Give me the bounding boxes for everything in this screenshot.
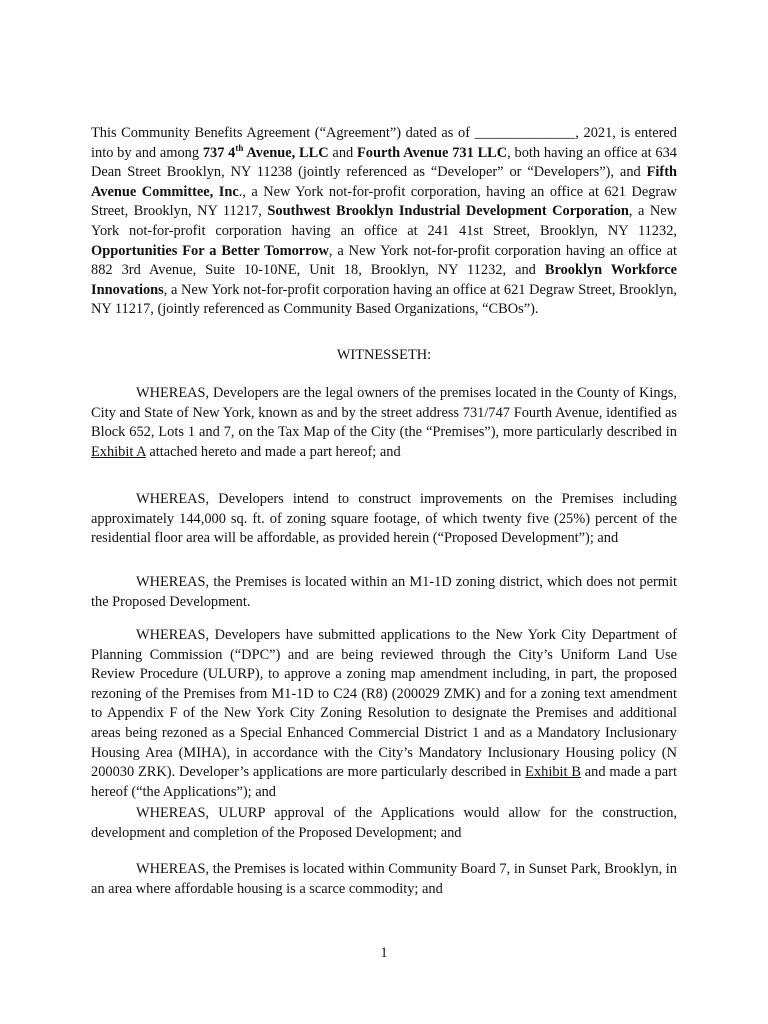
party-fourth-avenue-731: Fourth Avenue 731 LLC xyxy=(356,144,508,161)
party-sbidc: Southwest Brooklyn Industrial Development Corporation xyxy=(267,203,629,220)
exhibit-a-link[interactable]: Exhibit A xyxy=(91,443,146,460)
witnesseth-heading: WITNESSETH: xyxy=(336,347,432,363)
intro-text-5: , a New York not-for-profit corporation having an office at 241 41st Street, Brooklyn, NY 11232, xyxy=(91,203,678,239)
whereas-paragraph-2: WHEREAS, Developers intend to construct improvements on the Premises including approximately 144,000 sq. ft. of zoning square footage, of which twenty five (25%) percent of the residential floor area will be affordable, as provided herein (“Proposed Development”); and xyxy=(91,491,677,547)
party-obt: Opportunities For a Better Tomorrow xyxy=(91,242,329,259)
page-number: 1 xyxy=(380,945,388,961)
intro-paragraph xyxy=(91,124,677,320)
whereas-paragraph-6: WHEREAS, the Premises is located within Community Board 7, in Sunset Park, Brooklyn, in an area where affordable housing is a scarce commodity; and xyxy=(91,861,677,897)
intro-text-6: , a New York not-for-profit corporation having an office at 882 3rd Avenue, Suite 10-10NE, Unit 18, Brooklyn, NY 11232, and xyxy=(91,242,677,279)
intro-text-4: ., a New York not-for-profit corporation, having an office at 621 Degraw Street, Brooklyn, NY 11217, xyxy=(91,183,677,220)
intro-text-1: This Community Benefits Agreement (“Agreement”) dated as of ______________, 2021, is entered into by and among xyxy=(91,125,677,161)
exhibit-b-link[interactable]: Exhibit B xyxy=(525,764,581,781)
intro-text-2: and xyxy=(328,144,357,161)
intro-text-3: , both having an office at 634 Dean Street Brooklyn, NY 11238 (jointly referenced as “Developer” or “Developers”), and xyxy=(91,144,678,181)
whereas-paragraph-3: WHEREAS, the Premises is located within an M1-1D zoning district, which does not permit the Proposed Development. xyxy=(91,574,677,610)
whereas-paragraph-5: WHEREAS, ULURP approval of the Applications would allow for the construction, development and completion of the Proposed Development; and xyxy=(91,805,677,841)
party-737-4th-avenue: 737 4th Avenue, LLC xyxy=(202,142,329,161)
party-fifth-avenue-committee: Fifth Avenue Committee, Inc xyxy=(91,164,677,200)
intro-text-7: , a New York not-for-profit corporation having an office at 621 Degraw Street, Brooklyn, NY 11217, (jointly referenced as Community Based Organizations, “CBOs”). xyxy=(91,281,677,318)
whereas-paragraph-1: WHEREAS, Developers are the legal owners of the premises located in the County of Kings, City and State of New York, known as and by the street address 731/747 Fourth Avenue, identified as Block 652, Lots 1 and 7, on the Tax Map of the City (the “Premises”), more particularly described in Exhibit A attached hereto and made a part hereof; and xyxy=(91,385,677,460)
party-bwi: Brooklyn Workforce Innovations xyxy=(91,262,677,298)
whereas-paragraph-4: WHEREAS, Developers have submitted applications to the New York City Department of Planning Commission (“DPC”) and are being reviewed through the City’s Uniform Land Use Review Procedure (ULURP), to approve a zoning map amendment including, in part, the proposed rezoning of the Premises from M1-1D to C24 (R8) (200029 ZMK) and for a zoning text amendment to Appendix F of the New York City Zoning Resolution to designate the Premises and additional areas being rezoned as a Special Enhanced Commercial District 1 and as a Mandatory Inclusionary Housing Area (MIHA), in accordance with the City’s Mandatory Inclusionary Housing policy (N 200030 ZRK). Developer’s applications are more particularly described in Exhibit B and made a part hereof (“the Applications”); and xyxy=(91,627,677,800)
